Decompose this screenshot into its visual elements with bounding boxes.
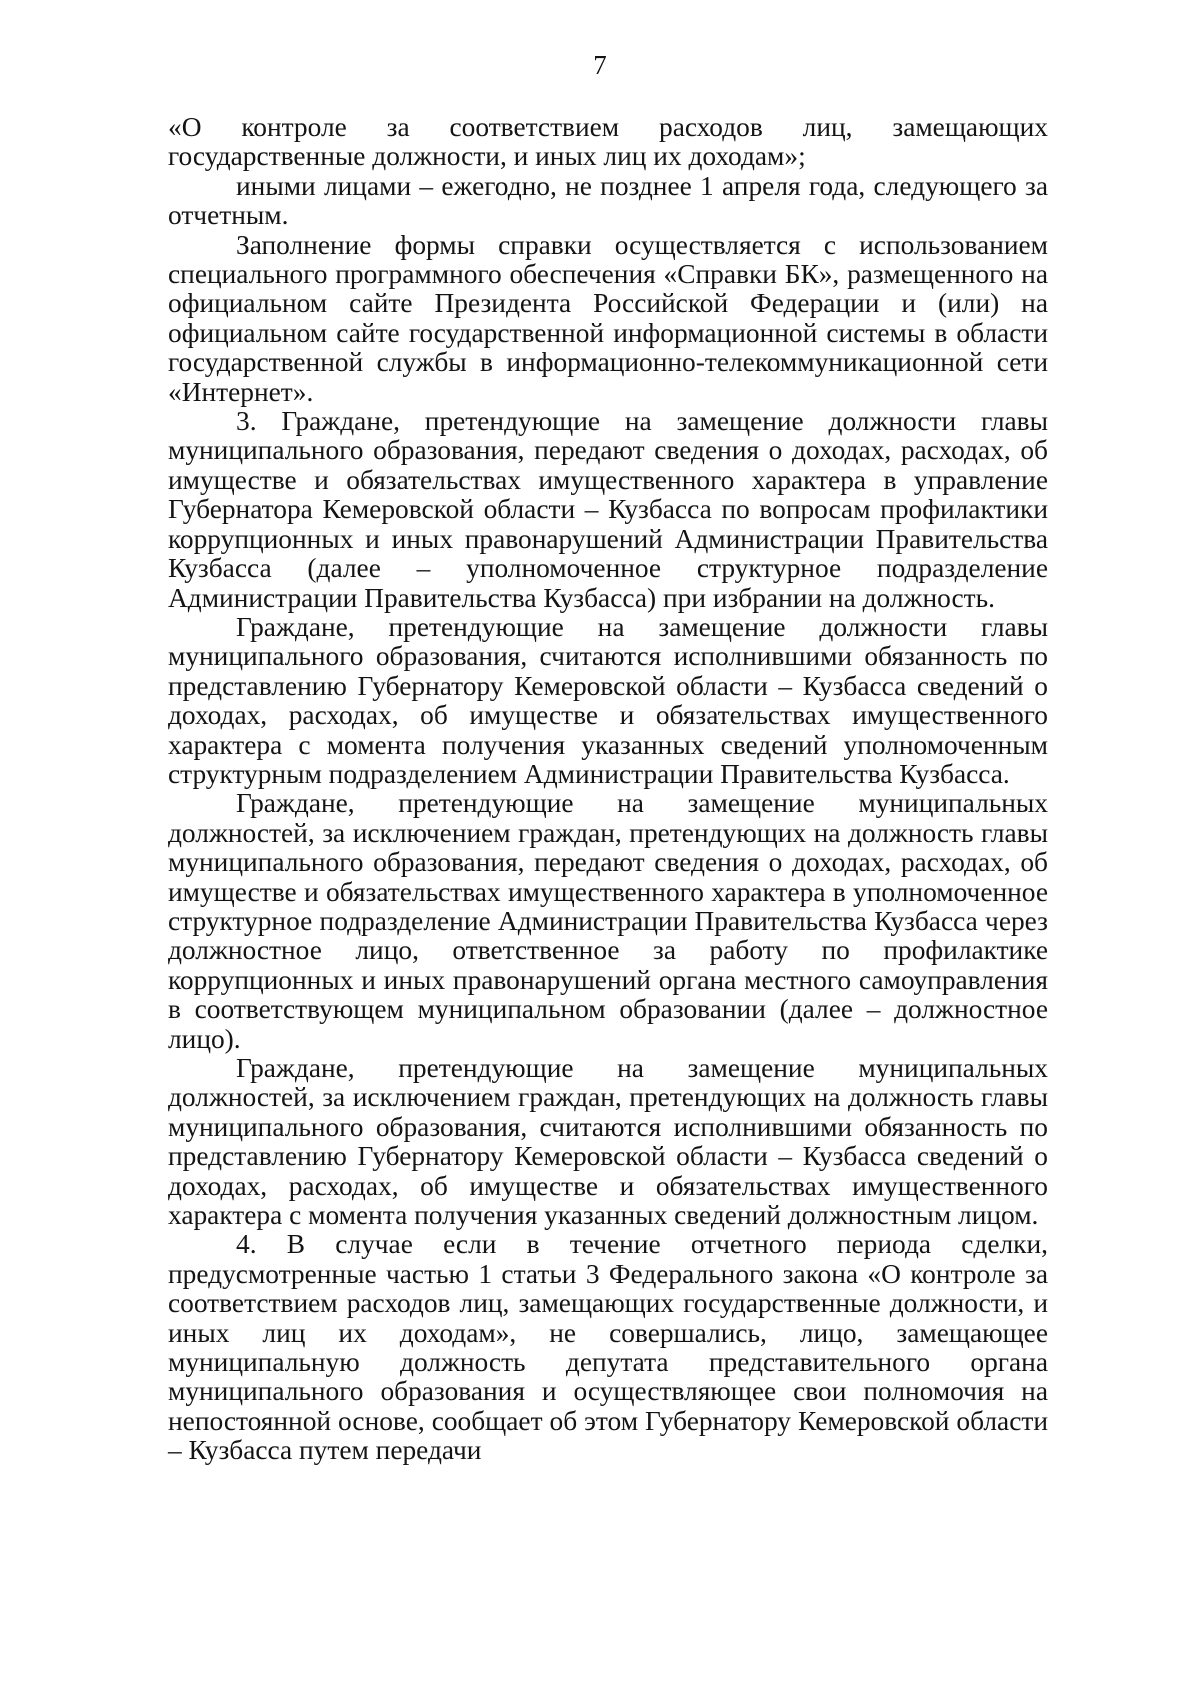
paragraph-5: Граждане, претендующие на замещение должности главы муниципального образования, считаются исполнившими обязанность по представлению Губернатору Кемеровской области – Кузбасса сведений о доходах, расходах, об имуществе и обязательствах имущественного характера с момента получения указанных сведений уполномоченным структурным подразделением Администрации Правительства Кузбасса. xyxy=(168,611,1048,789)
paragraph-8: 4. В случае если в течение отчетного периода сделки, предусмотренные частью 1 статьи 3 Федерального закона «О контроле за соответствием расходов лиц, замещающих государственные должности, и иных лиц их доходам», не совершались, лицо, замещающее муниципальную должность депутата представительного органа муниципального образования и осуществляющее свои полномочия на непостоянной основе, сообщает об этом Губернатору Кемеровской области – Кузбасса путем передачи xyxy=(168,1229,1048,1466)
paragraph-1: «О контроле за соответствием расходов лиц, замещающих государственные должности, и иных лиц их доходам»; xyxy=(168,112,1048,172)
paragraph-4: 3. Граждане, претендующие на замещение должности главы муниципального образования, передают сведения о доходах, расходах, об имуществе и обязательствах имущественного характера в управление Губернатора Кемеровской области – Кузбасса по вопросам профилактики коррупционных и иных правонарушений Администрации Правительства Кузбасса (далее – уполномоченное структурное подразделение Администрации Правительства Кузбасса) при избрании на должность. xyxy=(168,406,1048,613)
paragraph-3: Заполнение формы справки осуществляется с использованием специального программного обеспечения «Справки БК», размещенного на официальном сайте Президента Российской Федерации и (или) на официальном сайте государственной информационной системы в области государственной службы в информационно-телекоммуникационной сети «Интернет». xyxy=(168,229,1048,407)
page-number: 7 xyxy=(593,50,607,80)
paragraph-2: иными лицами – ежегодно, не позднее 1 апреля года, следующего за отчетным. xyxy=(168,170,1048,231)
paragraph-6: Граждане, претендующие на замещение муниципальных должностей, за исключением граждан, претендующих на должность главы муниципального образования, передают сведения о доходах, расходах, об имуществе и обязательствах имущественного характера в уполномоченное структурное подразделение Администрации Правительства Кузбасса через должностное лицо, ответственное за работу по профилактике коррупционных и иных правонарушений органа местного самоуправления в соответствующем муниципальном образовании (далее – должностное лицо). xyxy=(168,788,1048,1054)
document-body xyxy=(168,113,1048,1466)
paragraph-7: Граждане, претендующие на замещение муниципальных должностей, за исключением граждан, претендующих на должность главы муниципального образования, считаются исполнившими обязанность по представлению Губернатору Кемеровской области – Кузбасса сведений о доходах, расходах, об имуществе и обязательствах имущественного характера с момента получения указанных сведений должностным лицом. xyxy=(168,1053,1048,1231)
